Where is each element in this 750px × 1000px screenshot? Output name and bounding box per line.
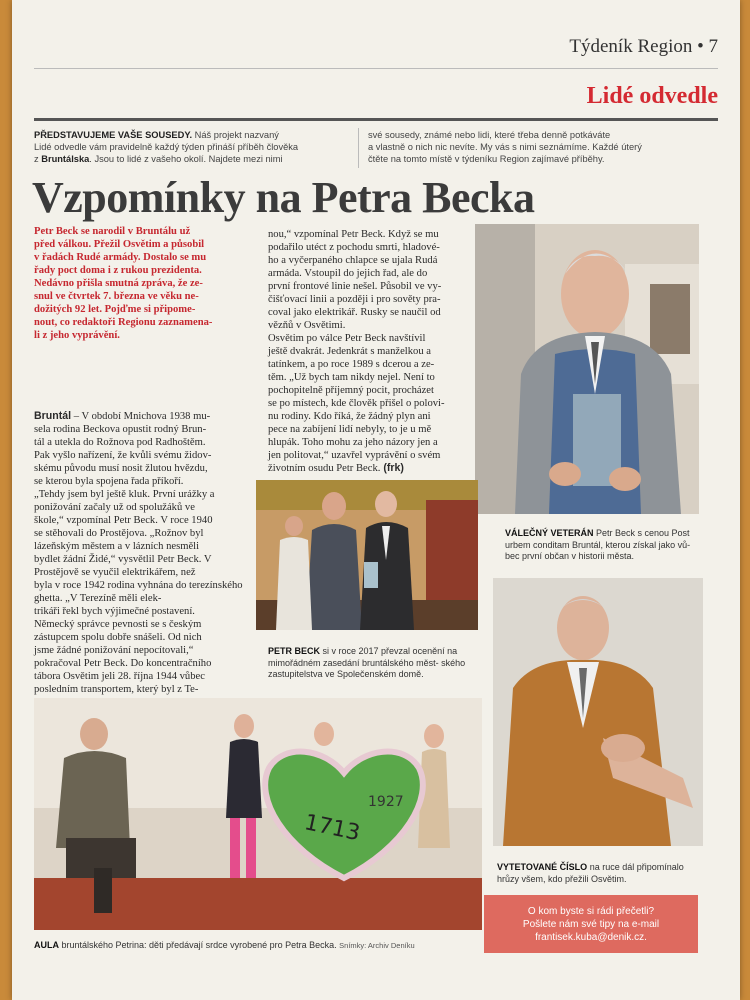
photo-award-ceremony [256, 480, 478, 630]
caption-lead: VÁLEČNÝ VETERÁN [505, 528, 594, 538]
body-text: jen politovat,“ uzavřel vyprávění o svém [268, 450, 441, 461]
body-text: ponižování začaly už od spolužáků ve [34, 502, 195, 513]
body-text: ho a vyčerpaného chlapce se ujala Rudá [268, 255, 438, 266]
body-text: tatínkem, a po roce 1989 s dcerou a ze- [268, 359, 435, 370]
intro-lead: PŘEDSTAVUJEME VAŠE SOUSEDY. [34, 130, 193, 140]
caption-text: Petr Beck s cenou Post urbem conditam Bruntál, kterou získal jako vů- bec první občan v historii města. [505, 528, 691, 561]
promo-line: Pošlete nám své tipy na e-mail [522, 918, 660, 930]
body-text: – V období Mnichova 1938 mu- [71, 411, 211, 422]
dateline: Bruntál [34, 410, 72, 422]
body-line [34, 436, 256, 449]
caption-lead: VYTETOVANÉ ČÍSLO [497, 862, 588, 872]
intro-line: své sousedy, známé nebo lidi, které třeba denně potkáváte [368, 130, 611, 140]
body-line [34, 527, 256, 540]
tip-promo-box [484, 895, 698, 953]
body-line [34, 462, 256, 475]
body-line [268, 397, 472, 410]
body-line [34, 657, 256, 670]
body-line [268, 436, 472, 449]
body-text: životním osudu Petr Beck. [268, 463, 381, 474]
body-line [268, 449, 472, 462]
section-rule [34, 118, 718, 121]
body-text: pochopitelně příjemný pocit, procházet [268, 385, 434, 396]
lead-line: li z jeho vyprávění. [34, 330, 120, 341]
heart-number: 1713 [302, 810, 363, 847]
body-line [268, 241, 472, 254]
photo-veteran-award [475, 224, 699, 514]
body-text: první frontové linie nešel. Působil ve vy- [268, 281, 442, 292]
body-text: těm. „Už bych tam nikdy nejel. Není to [268, 372, 435, 383]
top-rule [34, 68, 718, 69]
body-line [268, 254, 472, 267]
body-text: Německý správce pevnosti se s českým [34, 619, 202, 630]
body-text: Osvětim po válce Petr Beck navštívil [268, 333, 426, 344]
tattoo-illustration [493, 578, 703, 846]
body-line [268, 345, 472, 358]
body-line [34, 449, 256, 462]
body-line [34, 605, 256, 618]
body-text: „Tehdy jsem byl ještě kluk. První urážky a [34, 489, 215, 500]
body-text: jsme žádné ponižování nepocítovali,“ [34, 645, 194, 656]
photo-credit: Snímky: Archiv Deníku [339, 941, 415, 950]
intro-line: čtěte na tomto místě v týdeníku Region zajímavé příběhy. [368, 154, 605, 164]
body-text: podařilo utéct z pochodu smrti, hladové- [268, 242, 440, 253]
body-line [34, 514, 256, 527]
body-text: posledním transportem, který byl z Te- [34, 684, 199, 695]
promo-line: O kom byste si rádi přečetli? [527, 905, 655, 917]
body-text: tábora Osvětim jeli 28. října 1944 vůbec [34, 671, 205, 682]
body-line [268, 293, 472, 306]
body-line [34, 566, 256, 579]
body-line [268, 319, 472, 332]
body-line [268, 384, 472, 397]
body-line [268, 228, 472, 241]
body-line [34, 540, 256, 553]
caption-text: na ruce dál připomínalo hrůzy všem, kdo přežili Osvětim. [497, 862, 684, 884]
body-text: Prostějově se vyučil elektrikářem, než [34, 567, 196, 578]
body-text: lázeňským městem a v lázních nesměli [34, 541, 200, 552]
intro-line: Lidé odvedle vám pravidelně každý týden přináší příběh člověka [34, 142, 299, 152]
caption-aula [34, 940, 482, 952]
lead-line: snul ve čtvrtek 7. března ve věku ne- [34, 291, 199, 302]
body-line [34, 644, 256, 657]
body-text: tál a utekla do Rožnova pod Radhoštěm. [34, 437, 206, 448]
newspaper-page [12, 0, 740, 1000]
aula-illustration [34, 698, 482, 930]
body-text: vězňů v Osvětimi. [268, 320, 346, 331]
lead-line: Petr Beck se narodil v Bruntálu už [34, 226, 191, 237]
intro-place: Bruntálska [41, 154, 90, 164]
article-lead [34, 225, 256, 342]
body-text: skému původu musí nosit žlutou hvězdu, [34, 463, 208, 474]
body-text: se po místech, kde člověk přišel o polovi- [268, 398, 445, 409]
intro-left [34, 129, 354, 165]
body-line [34, 553, 256, 566]
body-text: sela rodina Beckova opustit rodný Brun- [34, 424, 207, 435]
caption-veteran [505, 528, 705, 563]
body-text: Pak vyšlo nařízení, že kvůli svému židov- [34, 450, 212, 461]
caption-lead: AULA [34, 940, 59, 950]
headline: Vzpomínky na Petra Becka [32, 173, 535, 222]
intro-right [368, 129, 708, 165]
caption-text: si v roce 2017 převzal ocenění na mimořádném zasedání bruntálského měst- ského zastupitelstva ve Společenském domě. [268, 646, 466, 679]
body-text: coval jako elektrikář. Rusky se naučil od [268, 307, 441, 318]
lead-line: v řadách Rudé armády. Dostalo se mu [34, 252, 207, 263]
lead-line: dožitých 92 let. Pojďme si připome- [34, 304, 196, 315]
lead-line: nout, co redaktoři Regionu zaznamena- [34, 317, 213, 328]
intro-divider [358, 128, 359, 168]
veteran-illustration [475, 224, 699, 514]
body-line [34, 488, 256, 501]
lead-line: před válkou. Přežil Osvětim a působil [34, 239, 205, 250]
body-line [268, 280, 472, 293]
intro-line: a vlastně o nich nic nevíte. My vás s nimi seznámíme. Každé úterý [368, 142, 642, 152]
lead-line: řady poct doma i z rukou prezidenta. [34, 265, 202, 276]
ceremony-illustration [256, 480, 478, 630]
caption-award [268, 646, 480, 681]
body-text: armáda. Vstoupil do jejich řad, ale do [268, 268, 428, 279]
body-text: bydlet žádní Židé,“ vysvětlil Petr Beck. V [34, 554, 212, 565]
intro-line: Náš projekt nazvaný [192, 130, 279, 140]
body-text: byla v roce 1942 rodina vyhnána do terezínského ghetta. „V Terezíně měli elek- [34, 580, 243, 604]
caption-tattoo [497, 862, 703, 885]
body-text: nou,“ vzpomínal Petr Beck. Když se mu [268, 229, 439, 240]
intro-line: z [34, 154, 42, 164]
caption-lead: PETR BECK [268, 646, 321, 656]
body-text: pece na zabíjení lidí nebyly, to je u mě [268, 424, 432, 435]
body-line [268, 423, 472, 436]
body-text: trikáři řekl bych výjimečné postavení. [34, 606, 195, 617]
photo-aula-children [34, 698, 482, 930]
author-signature: (frk) [380, 462, 404, 474]
body-text: ještě dvakrát. Jedenkrát s manželkou a [268, 346, 431, 357]
body-line [34, 683, 256, 696]
body-line [268, 371, 472, 384]
body-text: čišťovací linii a později i pro sověty pra- [268, 294, 441, 305]
intro-line: . Jsou to lidé z vašeho okolí. Najdete mezi nimi [89, 154, 283, 164]
body-text: pokračoval Petr Beck. Do koncentračního [34, 658, 212, 669]
body-line [34, 618, 256, 631]
body-line [34, 410, 256, 423]
body-line [268, 358, 472, 371]
section-title: Lidé odvedle [586, 83, 718, 109]
body-line [34, 423, 256, 436]
body-line [268, 410, 472, 423]
body-line [34, 631, 256, 644]
body-line [268, 267, 472, 280]
body-text: nu rodiny. Kdo říká, že žádný plyn ani [268, 411, 431, 422]
body-text: hlupák. Toho mohu za jeho názory jen a [268, 437, 438, 448]
caption-text: bruntálského Petrina: děti předávají srdce vyrobené pro Petra Becka. [59, 940, 337, 950]
body-line [268, 306, 472, 319]
lead-line: Nedávno přišla smutná zpráva, že ze- [34, 278, 203, 289]
photo-tattoo [493, 578, 703, 846]
body-line [34, 501, 256, 514]
body-line [34, 670, 256, 683]
body-line [268, 462, 472, 475]
promo-email[interactable]: frantisek.kuba@denik.cz. [535, 931, 647, 943]
body-line [34, 475, 256, 488]
masthead: Týdeník Region • 7 [569, 36, 718, 57]
body-text: se stěhovali do Prostějova. „Rožnov byl [34, 528, 204, 539]
body-text: škole,“ vzpomínal Petr Beck. V roce 1940 [34, 515, 213, 526]
body-line [34, 579, 256, 605]
body-line [268, 332, 472, 345]
body-text: se kterou byla spojena řada příkoří. [34, 476, 184, 487]
article-column-2 [268, 228, 472, 475]
body-text: zástupcem spolu dobře snášeli. Od nich [34, 632, 202, 643]
heart-year: 1927 [368, 794, 404, 810]
